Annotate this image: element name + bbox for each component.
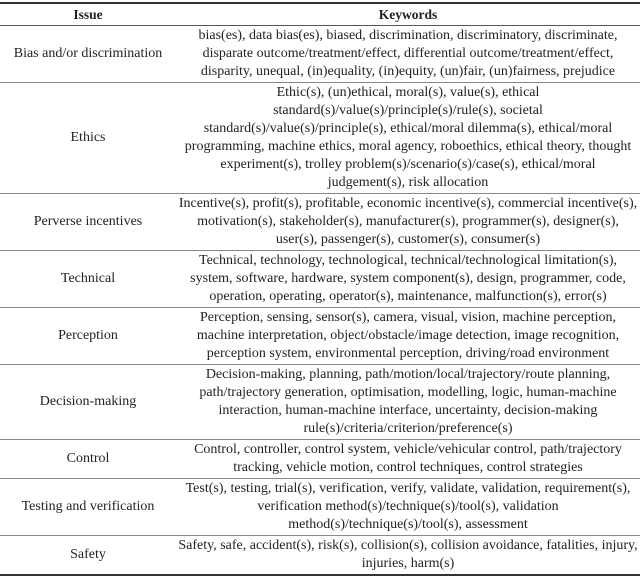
- issue-cell: Safety: [70, 547, 106, 562]
- keywords-cell: [176, 479, 640, 536]
- issue-cell: Perception: [58, 328, 118, 343]
- keywords-cell: [176, 536, 640, 576]
- issue-cell: Testing and verification: [21, 499, 155, 514]
- keywords-table: [0, 2, 640, 576]
- keywords-line: Decision-making, planning, path/motion/local/trajectory/route planning,: [205, 367, 611, 382]
- keywords-line: Test(s), testing, trial(s), verification, verify, validate, validation, requirement(s),: [185, 481, 631, 496]
- keywords-line: system, software, hardware, system component(s), design, programmer, code,: [190, 271, 626, 286]
- issue-cell: Decision-making: [39, 394, 137, 409]
- keywords-line: motivation(s), stakeholder(s), manufacturer(s), programmer(s), designer(s),: [197, 214, 619, 229]
- keywords-line: bias(es), data bias(es), biased, discrimination, discriminatory, discriminate,: [198, 28, 618, 43]
- keywords-line: Technical, technology, technological, technical/technological limitation(s),: [199, 253, 617, 268]
- keywords-line: judgement(s), risk allocation: [327, 175, 489, 190]
- table-row: [0, 83, 640, 194]
- table-row: [0, 251, 640, 308]
- keywords-cell: [176, 251, 640, 308]
- keywords-cell: [176, 194, 640, 251]
- keywords-line: Incentive(s), profit(s), profitable, economic incentive(s), commercial incentive(s),: [178, 196, 638, 211]
- issue-cell: Bias and/or discrimination: [13, 46, 163, 61]
- table-row: [0, 194, 640, 251]
- issue-cell: Perverse incentives: [33, 214, 143, 229]
- keywords-line: standard(s)/value(s)/principle(s), ethical/moral dilemma(s), ethical/moral: [203, 121, 613, 136]
- keywords-line: method(s)/technique(s)/tool(s), assessment: [288, 517, 528, 532]
- keywords-line: tracking, vehicle motion, control techniques, control strategies: [233, 460, 583, 475]
- keywords-line: rule(s)/criteria/criterion/preference(s): [303, 421, 513, 436]
- keywords-cell: [176, 440, 640, 479]
- keywords-line: verification method(s)/technique(s)/tool(s), validation: [257, 499, 559, 514]
- keywords-cell: [176, 365, 640, 440]
- keywords-cell: [176, 26, 640, 83]
- header-issue: Issue: [73, 6, 103, 22]
- keywords-line: user(s), passenger(s), customer(s), consumer(s): [275, 232, 541, 247]
- keywords-line: programming, machine ethics, moral agency, roboethics, ethical theory, thought: [184, 139, 632, 154]
- table-row: [0, 536, 640, 576]
- header-row: [0, 3, 640, 26]
- keywords-line: Ethic(s), (un)ethical, moral(s), value(s), ethical: [276, 85, 540, 100]
- keywords-line: path/trajectory generation, optimisation, modelling, logic, human-machine: [199, 385, 617, 400]
- keywords-line: machine interpretation, object/obstacle/image detection, image recognition,: [196, 328, 620, 343]
- keywords-cell: [176, 308, 640, 365]
- keywords-line: experiment(s), trolley problem(s)/scenario(s)/case(s), ethical/moral: [220, 157, 596, 172]
- header-keywords: Keywords: [378, 6, 438, 22]
- keywords-line: operation, operating, operator(s), maintenance, malfunction(s), error(s): [209, 289, 607, 304]
- issue-cell: Control: [66, 451, 110, 466]
- table-row: [0, 440, 640, 479]
- issue-cell: Ethics: [70, 130, 106, 145]
- table-row: [0, 479, 640, 536]
- keywords-line: disparity, unequal, (in)equality, (in)equity, (un)fair, (un)fairness, prejudice: [200, 64, 616, 79]
- issue-cell: Technical: [60, 271, 116, 286]
- keywords-line: Perception, sensing, sensor(s), camera, visual, vision, machine perception,: [200, 310, 616, 325]
- keywords-cell: [176, 83, 640, 194]
- table-row: [0, 308, 640, 365]
- keywords-line: interaction, human-machine interface, uncertainty, decision-making: [218, 403, 598, 418]
- keywords-line: perception system, environmental perception, driving/road environment: [206, 346, 610, 361]
- keywords-line: injuries, harm(s): [361, 556, 455, 571]
- keywords-line: standard(s)/value(s)/principle(s)/rule(s), societal: [273, 103, 543, 118]
- table-row: [0, 26, 640, 83]
- keywords-line: disparate outcome/treatment/effect, differential outcome/treatment/effect,: [202, 46, 614, 61]
- table-row: [0, 365, 640, 440]
- keywords-line: Control, controller, control system, vehicle/vehicular control, path/trajectory: [194, 442, 622, 457]
- keywords-line: Safety, safe, accident(s), risk(s), collision(s), collision avoidance, fatalities, injury,: [178, 538, 638, 553]
